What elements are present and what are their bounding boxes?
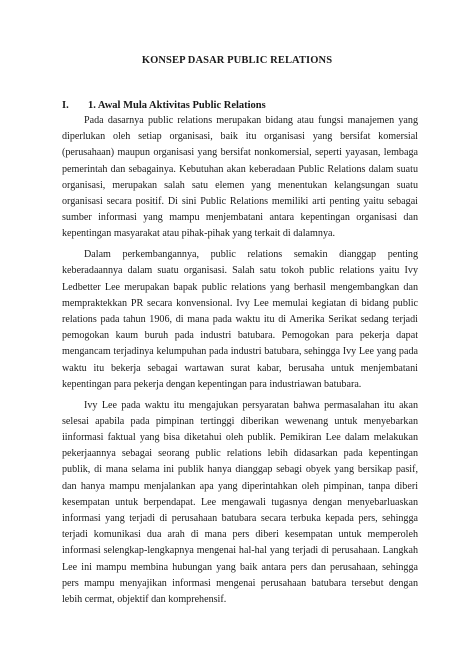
paragraph: Dalam perkembangannya, public relations semakin dianggap penting keberadaannya dalam suatu organisasi. Salah satu tokoh public relations yaitu Ivy Ledbetter Lee merupakan bapak public relations yang berhasil mengembangkan dan mempraktekkan PR secara konvensional. Ivy Lee memulai kegiatan di bidang public relations pada tahun 1906, di mana pada waktu itu di Amerika Serikat sedang terjadi pemogokan kaum buruh pada industri batubara. Pemogokan para pekerja dapat mengancam terjadinya kelumpuhan pada industri batubara, sehingga Ivy Lee yang pada waktu itu bekerja sebagai wartawan surat kabar, berusaha untuk menjembatani kepentingan para pekerja dengan kepentingan para industriawan batubara.: [62, 249, 418, 390]
body-text: [62, 113, 418, 613]
section-heading-text: 1. Awal Mula Aktivitas Public Relations: [88, 100, 266, 111]
document-title: KONSEP DASAR PUBLIC RELATIONS: [141, 55, 333, 66]
paragraph: Pada dasarnya public relations merupakan bidang atau fungsi manajemen yang diperlukan oleh setiap organisasi, baik itu organisasi yang bersifat komersial (perusahaan) maupun organisasi yang bersifat nonkomersial, seperti yayasan, lembaga pemerintah dan sebagainya. Kebutuhan akan keberadaan Public Relations dalam suatu organisasi, merupakan salah satu elemen yang menentukan kelangsungan suatu organisasi secara positif. Di sini Public Relations memiliki arti penting yaitu sebagai sumber informasi yang mampu menjembatani antara kepentingan organisasi dan kepentingan masyarakat atau pihak-pihak yang terkait di dalamnya.: [62, 115, 418, 240]
section-heading: [62, 100, 266, 111]
paragraph: Ivy Lee pada waktu itu mengajukan persyaratan bahwa permasalahan itu akan selesai apabila pada pimpinan tertinggi diberikan wewenang untuk menyebarkan iinformasi faktual yang bisa diketahui oleh publik. Pemikiran Lee dalam melakukan pekerjaannya sebagai seorang public relations lebih didasarkan pada kepentingan publik, di mana selama ini publik hanya dianggap sebagi obyek yang bersikap pasif, dan hanya mampu menjalankan apa yang diperintahkan oleh pimpinan, tanpa diberi kesempatan untuk berpendapat. Lee mengawali tugasnya dengan menyebarluaskan informasi yang terjadi di perusahaan batubara secara terbuka kepada pers, sehingga terjadi komunikasi dua arah di mana pers diberi kesempatan untuk memperoleh informasi selengkap-lengkapnya mengenai hal-hal yang terjadi di perusahaan. Langkah Lee ini mampu membina hubungan yang baik antara pers dan perusahaan, sehingga pers mampu menyajikan informasi mengenai perusahaan batubara tersebut dengan lebih cermat, objektif dan komprehensif.: [62, 399, 418, 606]
section-number: I.: [62, 100, 69, 111]
